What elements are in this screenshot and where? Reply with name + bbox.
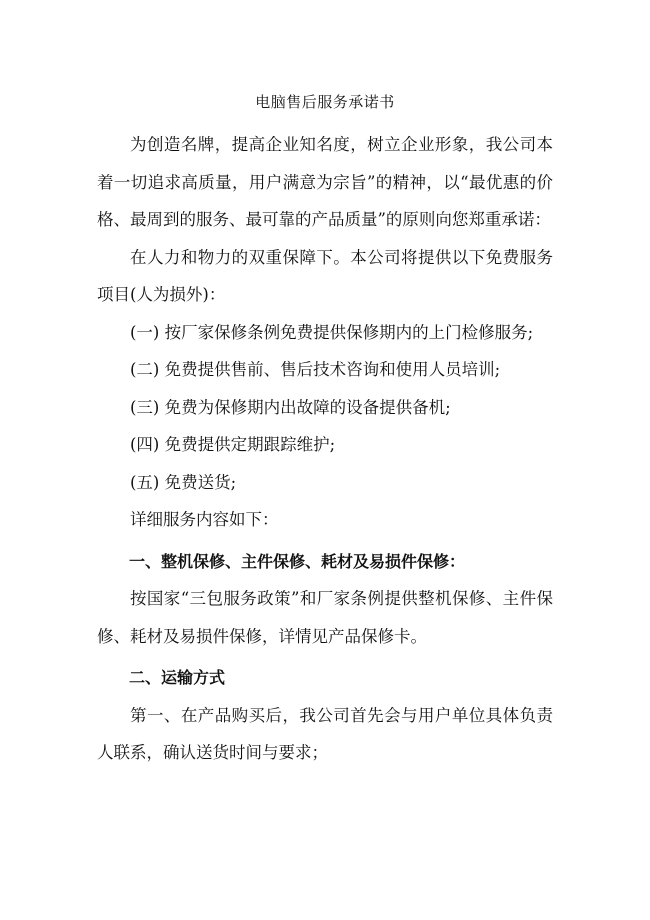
service-item-4: (四) 免费提供定期跟踪维护; bbox=[130, 435, 336, 454]
intro-paragraph: 为创造名牌，提高企业知名度，树立企业形象，我公司本着一切追求高质量，用户满意为宗旨”的精神，以“最优惠的价格、最周到的服务、最可靠的产品质量”的原则向您郑重承诺： bbox=[97, 135, 553, 229]
details-intro: 详细服务内容如下： bbox=[130, 510, 279, 529]
document-body bbox=[97, 126, 553, 772]
section-1-heading: 一、整机保修、主件保修、耗材及易损件保修： bbox=[129, 551, 466, 571]
guarantee-paragraph: 在人力和物力的双重保障下。本公司将提供以下免费服务项目(人为损外)： bbox=[97, 247, 553, 304]
document-title: 电脑售后服务承诺书 bbox=[255, 93, 395, 111]
service-item-2: (二) 免费提供售前、售后技术咨询和使用人员培训; bbox=[130, 360, 501, 379]
section-2-heading: 二、运输方式 bbox=[129, 668, 226, 687]
service-item-1: (一) 按厂家保修条例免费提供保修期内的上门检修服务; bbox=[130, 322, 534, 342]
service-item-5: (五) 免费送货; bbox=[130, 472, 237, 492]
section-2-body: 第一、在产品购买后，我公司首先会与用户单位具体负责人联系，确认送货时间与要求； bbox=[97, 705, 553, 762]
service-item-3: (三) 免费为保修期内出故障的设备提供备机; bbox=[130, 397, 451, 417]
section-1-body: 按国家“三包服务政策”和厂家条例提供整机保修、主件保修、耗材及易损件保修，详情见产品保修卡。 bbox=[97, 589, 553, 646]
